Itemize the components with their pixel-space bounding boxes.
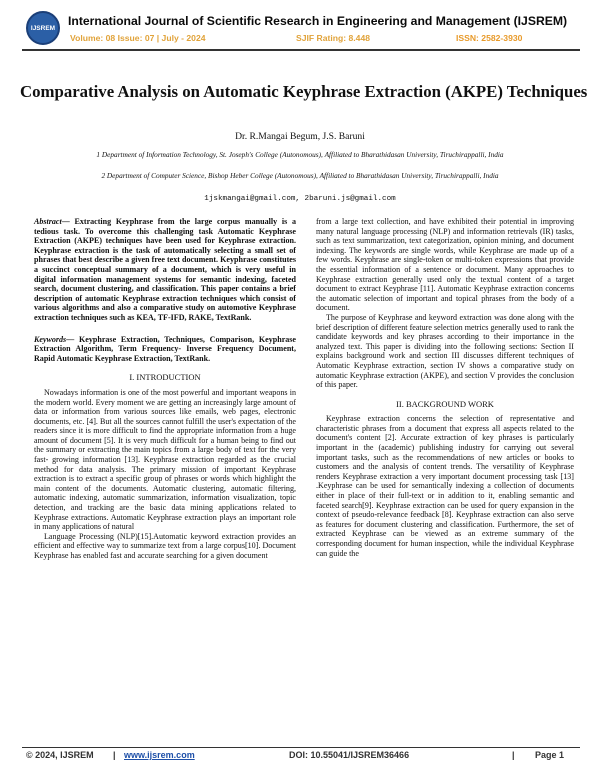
affiliation-2: 2 Department of Computer Science, Bishop Heber College (Autonomous), Affiliated to Bharathidasan University, Tiruchirappalli, India [101,171,499,180]
left-column [34,217,296,561]
author-emails: 1jskmangai@gmail.com, 2baruni.js@gmail.com [204,195,396,203]
right-paragraph-2: The purpose of Keyphrase and keyword extraction was done along with the brief description of different feature selection metrics generally used to rank the candidate keywords and key phrases according to their importance in the analyzed text. This paper is dividing into the following sections: Section II explains background work and section III discusses different techniques of Automatic Keyphrase extraction, section IV shows a comparative study on automatic Keyphrase extraction (AKPE), and section V provides the conclusion of this paper. [316,312,574,390]
logo-text: IJSREM [30,24,56,32]
journal-name: International Journal of Scientific Research in Engineering and Management (IJSREM) [68,14,568,28]
abstract-text: Extracting Keyphrase from the large corpus manually is a tedious task. To overcome this challenging task Automatic Keyphrase Extraction (AKPE) techniques have been used for Keyphrase extraction. Keyphrase extraction is the task of automatically selecting a small set of phrases that best describe a given free text document. Keyphrase constitutes a succinct conceptual summary of a document, which is very useful in digital information management systems for semantic indexing, faceted search, document clustering, and classification. This paper contains a brief description of automatic Keyphrase extraction techniques which consist of various algorithms and also a comparative study on automotive Keyphrase extraction techniques such as KEA, TF-IFD, RAKE, TextRank. [34,217,296,322]
section-heading-background: II. BACKGROUND WORK [396,398,494,409]
keywords-label: Keywords— [34,334,75,344]
footer-website-link[interactable]: www.ijsrem.com [124,750,195,760]
keywords [34,335,296,364]
paper-title: Comparative Analysis on Automatic Keyphrase Extraction (AKPE) Techniques [20,82,588,101]
footer-separator-2: | [512,750,515,760]
issn: ISSN: 2582-3930 [456,33,523,43]
footer-doi: DOI: 10.55041/IJSREM36466 [289,750,410,760]
background-paragraph: Keyphrase extraction concerns the selection of representative and characteristic phrases from a document that express all aspects related to the document's content [2]. Accurate extraction of key phrases is particularly important in the (academic) publishing industry for carrying out several important tasks, such as the recommendations of new articles or books to customers and the analysis of content trends. The versatility of Keyphrase renders Keyphrase extraction a very important document processing task [13] .Keyphrase can be used for semantically indexing a collection of documents either in place of their full-text or in addition to it, enabling semantic and faceted search[9]. Keyphrase extraction can be used for query expansion in the context of pseudo-relevance feedback [8]. Keyphrase extraction can also serve as features for document clustering and classification. Furthermore, the set of extracted Keyphrase can be viewed as an extreme summary of the corresponding document for human inspection, while the individual Keyphrase can guide the [316,414,574,558]
abstract-label: Abstract— [34,217,70,226]
volume-issue: Volume: 08 Issue: 07 | July - 2024 [70,33,206,43]
right-paragraph-1: from a large text collection, and have exhibited their potential in improving many natural language processing (NLP) and information retrievals (IR) tasks, such as text summarization, text categorization, opinion mining, and document indexing. The keywords are single words, while Keyphrase are made up of a few words. Keyphrase are single-token or multi-token expressions that provide the essential information of a sentence or document. Many approaches to Keyphrase extraction generally used only the textual content of a target document to extract Keyphrase [11]. Automatic Keyphrase extraction concerns the automatic selection of important and topical phrases from the body of a document. [316,217,574,313]
footer-separator: | [113,750,116,760]
keywords-text: Keyphrase Extraction, Techniques, Comparison, Keyphrase Extraction Algorithm, Term Frequency- Inverse Frequency Document, Rapid Automatic Keyphrase Extraction, TextRank. [34,334,296,363]
intro-paragraph-2: Language Processing (NLP)[15].Automatic keyword extraction provides an efficient and effective way to summarize text from a large corpus[10]. Document Keyphrase has enabled fast and accurate searching for a given document [34,531,296,560]
footer-copyright: © 2024, IJSREM [26,750,94,760]
sjif-rating: SJIF Rating: 8.448 [296,33,371,43]
footer-divider [22,747,580,748]
affiliation-1: 1 Department of Information Technology, St. Joseph's College (Autonomous), Affiliated to Bharathidasan University, Tiruchirappalli, India [96,150,504,159]
right-column [316,217,574,558]
footer-page-number: Page 1 [535,750,565,760]
section-heading-introduction: I. INTRODUCTION [129,372,201,383]
abstract [34,217,296,323]
journal-logo [26,11,60,45]
header-divider [22,49,580,51]
intro-paragraph-1: Nowadays information is one of the most powerful and important weapons in the modern world. Every moment we are getting an increasingly large amount of data or information from various sources like emails, web pages, electronic documents, etc. [4]. But all the sources cannot fulfill the user's expectation of the readers since it is more difficult to find the appropriate information from a huge amount of document [5]. It is very much difficult for a human being to find out the summary or extracting the main topics from a large body of text for the very fast- growing information [13]. Keyphrase extraction regarded as the crucial method for data analysis. The primary mission of important Keyphrase extraction is to extract a specific group of phrases or words which highlight the main content of the documents. Automatic clustering, automatic filtering, automatic indexing, automatic summarization, information visualization, topic detection, and tracking are the basic data mining applications related to Keyphrase extractions. Automatic Keyphrase extraction plays an important role in many applications of natural [34,387,296,532]
authors: Dr. R.Mangai Begum, J.S. Baruni [235,131,365,142]
